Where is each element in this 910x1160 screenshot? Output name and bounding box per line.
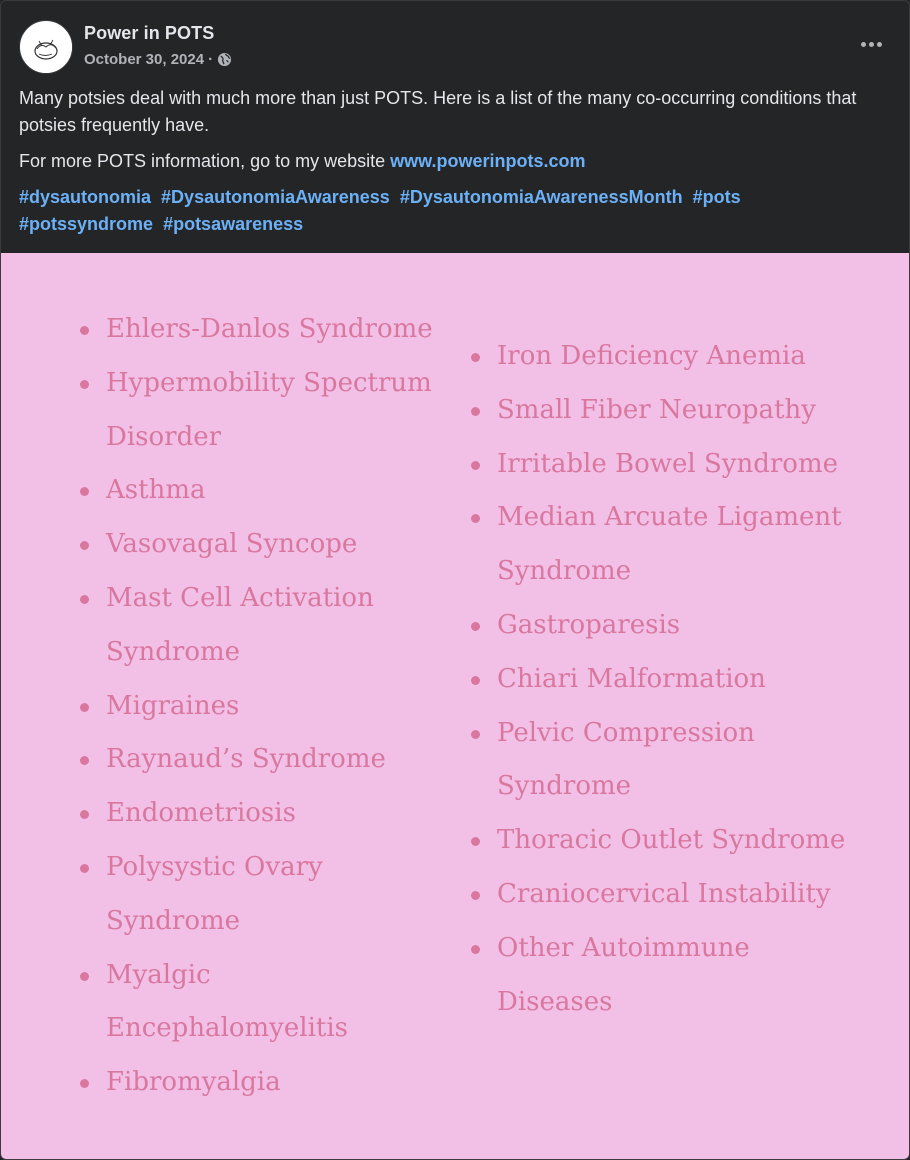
list-item: Myalgic Encephalomyelitis bbox=[80, 949, 450, 1057]
hashtags bbox=[19, 184, 879, 238]
hashtag-link[interactable]: #DysautonomiaAwarenessMonth bbox=[399, 187, 683, 207]
caption-website-line: For more POTS information, go to my website www.powerinpots.com bbox=[19, 151, 586, 171]
list-item: Pelvic Compression Syndrome bbox=[471, 707, 871, 815]
post-caption bbox=[19, 85, 879, 247]
hashtag-link[interactable]: #pots bbox=[692, 187, 741, 207]
list-item: Median Arcuate Ligament Syndrome bbox=[471, 491, 871, 599]
post-header bbox=[1, 1, 909, 87]
list-item: Chiari Malformation bbox=[471, 653, 871, 707]
hashtag-link[interactable]: #dysautonomia bbox=[19, 187, 152, 207]
list-item: Raynaud’s Syndrome bbox=[80, 733, 450, 787]
list-item: Irritable Bowel Syndrome bbox=[471, 438, 871, 492]
list-item: Vasovagal Syncope bbox=[80, 518, 450, 572]
post-date[interactable]: October 30, 2024 bbox=[84, 51, 205, 68]
list-item: Craniocervical Instability bbox=[471, 868, 871, 922]
list-item: Migraines bbox=[80, 680, 450, 734]
hashtag-link[interactable]: #potssyndrome bbox=[19, 214, 154, 234]
list-item: Endometriosis bbox=[80, 787, 450, 841]
list-item: Small Fiber Neuropathy bbox=[471, 384, 871, 438]
globe-icon[interactable] bbox=[217, 52, 232, 67]
hashtag-link[interactable]: #potsawareness bbox=[163, 214, 304, 234]
list-item: Thoracic Outlet Syndrome bbox=[471, 814, 871, 868]
page-name[interactable]: Power in POTS bbox=[84, 23, 215, 43]
list-item: Fibromyalgia bbox=[80, 1056, 450, 1110]
avatar[interactable] bbox=[19, 20, 73, 74]
more-options-button[interactable] bbox=[853, 31, 889, 57]
website-link[interactable]: www.powerinpots.com bbox=[390, 151, 586, 171]
post-meta bbox=[84, 51, 232, 68]
post-image[interactable] bbox=[1, 253, 909, 1160]
list-item: Ehlers-Danlos Syndrome bbox=[80, 303, 450, 357]
list-item: Gastroparesis bbox=[471, 599, 871, 653]
list-item: Iron Deficiency Anemia bbox=[471, 330, 871, 384]
caption-text: Many potsies deal with much more than just POTS. Here is a list of the many co-occurring conditions that potsies frequently have. bbox=[19, 88, 857, 135]
meta-separator: · bbox=[208, 51, 214, 68]
hashtag-link[interactable]: #DysautonomiaAwareness bbox=[161, 187, 390, 207]
conditions-list-right bbox=[471, 330, 871, 1029]
list-item: Other Autoimmune Diseases bbox=[471, 922, 871, 1030]
more-options-icon bbox=[861, 42, 866, 47]
conditions-list-left bbox=[80, 303, 450, 1110]
avatar-logo-icon bbox=[20, 21, 73, 74]
list-item: Mast Cell Activation Syndrome bbox=[80, 572, 450, 680]
list-item: Polysystic Ovary Syndrome bbox=[80, 841, 450, 949]
list-item: Asthma bbox=[80, 464, 450, 518]
list-item: Hypermobility Spectrum Disorder bbox=[80, 357, 450, 465]
